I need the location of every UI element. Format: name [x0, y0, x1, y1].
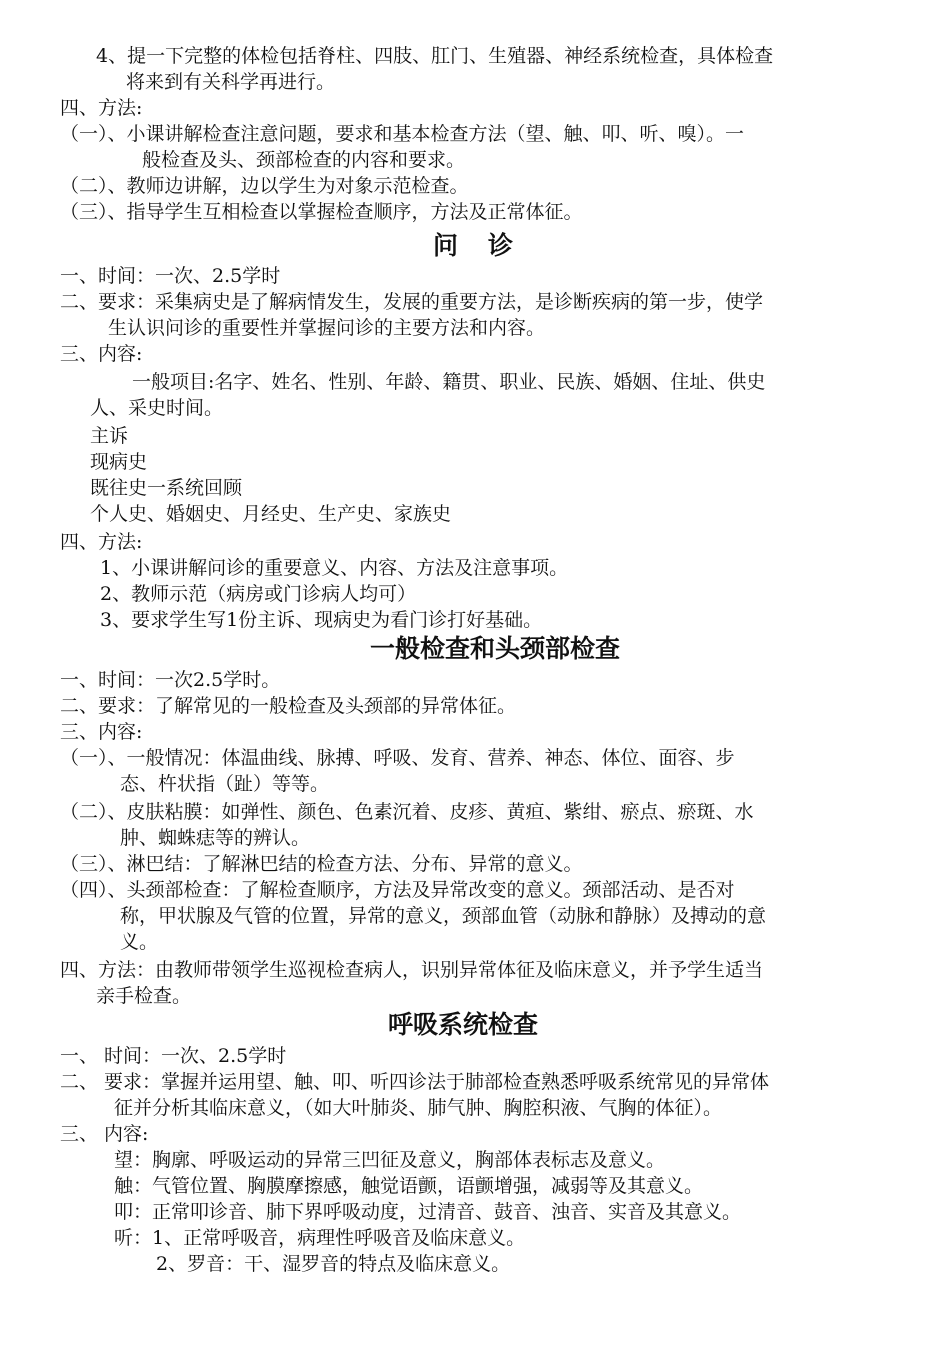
inquiry-time: 一、时间：一次、2.5学时	[60, 265, 281, 287]
inquiry-method-2: 2、教师示范（病房或门诊病人均可）	[100, 583, 417, 605]
general-exam-content-1: （一）、一般情况：体温曲线、脉搏、呼吸、发育、营养、神态、体位、面容、步	[60, 747, 735, 769]
respiratory-auscultation-1: 听：1、正常呼吸音，病理性呼吸音及临床意义。	[114, 1227, 526, 1249]
general-exam-content-4-end: 义。	[120, 931, 159, 953]
general-exam-content-1-cont: 态、杵状指（趾）等等。	[120, 773, 330, 795]
respiratory-time: 一、 时间：一次、2.5学时	[60, 1045, 287, 1067]
methods-title: 四、方法:	[60, 97, 143, 119]
respiratory-requirement-cont: 征并分析其临床意义，（如大叶肺炎、肺气肿、胸腔积液、气胸的体征）。	[114, 1097, 723, 1119]
inquiry-method-1: 1、小课讲解问诊的重要意义、内容、方法及注意事项。	[100, 557, 569, 579]
general-exam-method-cont: 亲手检查。	[96, 985, 192, 1007]
respiratory-requirement: 二、 要求：掌握并运用望、触、叩、听四诊法于肺部检查熟悉呼吸系统常见的异常体	[60, 1071, 770, 1093]
inquiry-methods-title: 四、方法:	[60, 531, 143, 553]
general-exam-method: 四、方法：由教师带领学生巡视检查病人，识别异常体征及临床意义，并予学生适当	[60, 959, 764, 981]
general-exam-content-2: （二）、皮肤粘膜：如弹性、颜色、色素沉着、皮疹、黄疸、紫绀、瘀点、瘀斑、水	[60, 801, 754, 823]
inquiry-general-items: 一般项目:名字、姓名、性别、年龄、籍贯、职业、民族、婚姻、住址、供史	[132, 371, 766, 393]
respiratory-content-title: 三、 内容:	[60, 1123, 149, 1145]
respiratory-percussion: 叩：正常叩诊音、肺下界呼吸动度，过清音、鼓音、浊音、实音及其意义。	[114, 1201, 742, 1223]
inquiry-personal-history: 个人史、婚姻史、月经史、生产史、家族史	[90, 503, 452, 525]
general-exam-content-title: 三、内容:	[60, 721, 143, 743]
inquiry-requirement: 二、要求：采集病史是了解病情发生，发展的重要方法，是诊断疾病的第一步，使学	[60, 291, 764, 313]
general-exam-content-4-cont: 称，甲状腺及气管的位置，异常的意义，颈部血管（动脉和静脉）及搏动的意	[120, 905, 767, 927]
methods-item-1-cont: 般检查及头、颈部检查的内容和要求。	[142, 149, 466, 171]
general-exam-time: 一、时间：一次2.5学时。	[60, 669, 281, 691]
methods-item-1: （一）、小课讲解检查注意问题，要求和基本检查方法（望、触、叩、听、嗅）。一	[60, 123, 745, 145]
inquiry-past-history: 既往史一系统回顾	[90, 477, 243, 499]
methods-item-3: （三）、指导学生互相检查以掌握检查顺序，方法及正常体征。	[60, 201, 583, 223]
respiratory-auscultation-2: 2、罗音：干、湿罗音的特点及临床意义。	[156, 1253, 511, 1275]
inquiry-content-title: 三、内容:	[60, 343, 143, 365]
inquiry-chief-complaint: 主诉	[90, 425, 129, 447]
intro-item-4-cont: 将来到有关科学再进行。	[126, 71, 336, 93]
respiratory-inspection: 望：胸廓、呼吸运动的异常三凹征及意义，胸部体表标志及意义。	[114, 1149, 666, 1171]
section-heading-inquiry: 问诊	[433, 231, 544, 260]
section-heading-respiratory: 呼吸系统检查	[388, 1010, 539, 1039]
general-exam-content-4: （四）、头颈部检查：了解检查顺序，方法及异常改变的意义。颈部活动、是否对	[60, 879, 735, 901]
inquiry-requirement-cont: 生认识问诊的重要性并掌握问诊的主要方法和内容。	[108, 317, 546, 339]
inquiry-general-items-cont: 人、采史时间。	[90, 397, 224, 419]
general-exam-content-3: （三）、淋巴结：了解淋巴结的检查方法、分布、异常的意义。	[60, 853, 583, 875]
general-exam-requirement: 二、要求：了解常见的一般检查及头颈部的异常体征。	[60, 695, 517, 717]
general-exam-content-2-cont: 肿、蜘蛛痣等的辨认。	[120, 827, 311, 849]
section-heading-general-exam: 一般检查和头颈部检查	[370, 634, 621, 663]
respiratory-palpation: 触：气管位置、胸膜摩擦感，触觉语颤，语颤增强，减弱等及其意义。	[114, 1175, 704, 1197]
methods-item-2: （二）、教师边讲解，边以学生为对象示范检查。	[60, 175, 469, 197]
intro-item-4: 4、提一下完整的体检包括脊柱、四肢、肛门、生殖器、神经系统检查，具体检查	[96, 45, 774, 67]
inquiry-method-3: 3、要求学生写1份主诉、现病史为看门诊打好基础。	[100, 609, 543, 631]
inquiry-present-illness: 现病史	[90, 451, 148, 473]
